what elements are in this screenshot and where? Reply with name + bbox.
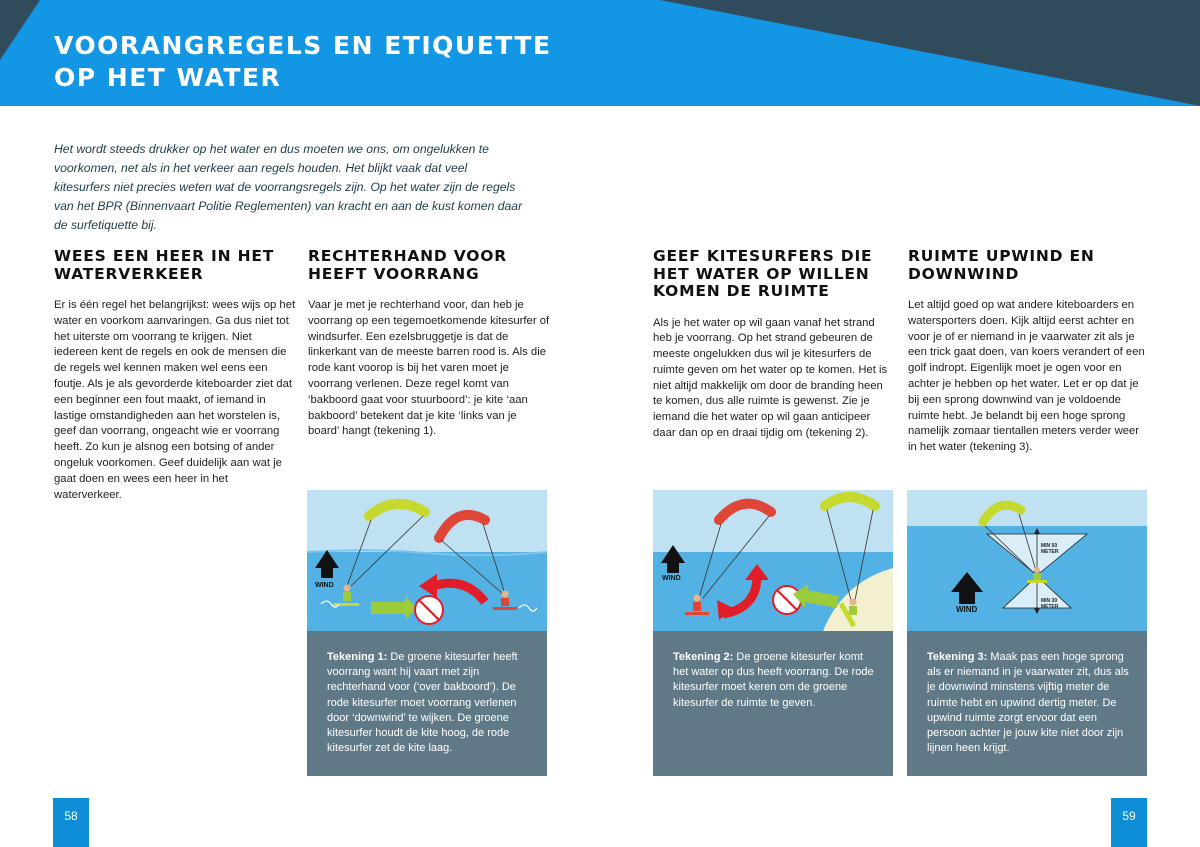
section-body: Vaar je met je rechterhand voor, dan heb je voorrang op een tegemoetkomende kitesurfer of windsurfer. Een ezelsbruggetje is dat de linkerkant van de meeste barren rood is. Als die rode kant voorop is bij het varen moet je voorrang verlenen. Deze regel komt van ‘bakboord gaat voor stuurboord’: je kite ‘aan bakboord’ betekent dat je kite ‘links van je board’ hangt (tekening 1). — [308, 299, 550, 438]
figure-label: Tekening 1: — [327, 651, 388, 663]
wind-label: WIND — [956, 605, 978, 614]
section-body: Er is één regel het belangrijkst: wees wijs op het water en voorkom aanvaringen. Ga dus niet tot het uiterste om voorrang te krijgen. Niet iedereen kent de regels en ook de mensen die de regels wel kennen maken wel eens een foutje. Als je als gevorderde kiteboarder ziet dat een beginner een fout maakt, of iemand in lastige omstandigheden aan het worstelen is, geef dan voorrang, ongeacht wie er voorrang heeft. Zo kun je alsnog een botsing of ander ongeluk voorkomen. Geef duidelijk aan wat je gaat doen en wees een heer in het waterverkeer. — [54, 299, 296, 501]
wind-label: WIND — [662, 575, 681, 582]
no-entry-sign-icon — [415, 596, 443, 624]
illustration-beach-launch — [653, 490, 893, 631]
heading-line: RUIMTE UPWIND EN — [908, 247, 1095, 265]
section-heading — [54, 248, 296, 283]
section-heer-in-waterverkeer — [54, 248, 296, 503]
caption-text: De groene kitesurfer heeft voorrang want hij vaart met zijn rechterhand voor (‘over bakboord’). De rode kitesurfer moet voorrang verlenen door ‘downwind’ te wijken. De groene kitesurfer houdt de kite hoog, de rode kitesurfer zet de kite laag. — [327, 651, 518, 755]
illustration-right-of-way — [307, 490, 547, 631]
downwind-label-2: METER — [1041, 604, 1059, 610]
figure-caption — [673, 650, 879, 711]
section-heading — [653, 248, 895, 301]
heading-line: RECHTERHAND VOOR — [308, 247, 507, 265]
heading-line: WEES EEN HEER IN HET — [54, 247, 275, 265]
section-body: Let altijd goed op wat andere kiteboarders en watersporters doen. Kijk altijd eerst achter en voor je of er niemand in je vaarwater zit als je een trick gaat doen, van koers verandert of een golf indropt. Eigenlijk moet je ogen voor en achter je hebben op het water. Let er op dat je bij een sprong downwind van je voldoende ruimte hebt. Je belandt bij een hoge sprong namelijk zomaar tientallen meters verder weer in het water (tekening 3). — [908, 299, 1145, 454]
heading-line: HET WATER OP WILLEN — [653, 264, 870, 283]
figure-label: Tekening 3: — [927, 651, 988, 663]
section-heading — [308, 248, 550, 283]
heading-line: HEEFT VOORRANG — [308, 264, 480, 283]
downwind-label-1: MIN 30 — [1041, 598, 1058, 604]
upwind-label-1: MIN 50 — [1041, 543, 1058, 549]
section-body: Als je het water op wil gaan vanaf het strand heb je voorrang. Op het strand gebeuren de meeste ongelukken dus wil je kitesurfers de ruimte geven om het water op te komen. Het is niet altijd makkelijk om door de branding heen te komen, dus alle ruimte is gewenst. Zie je iemand die het water op wil gaan anticipeer daar dan op en draai tijdig om (tekening 2). — [653, 316, 888, 440]
figure-tekening-3 — [907, 490, 1147, 776]
section-rechterhand-voor — [308, 248, 550, 440]
page-number-right: 59 — [1111, 798, 1147, 847]
illustration-jump-space — [907, 490, 1147, 631]
section-heading — [908, 248, 1150, 283]
figure-label: Tekening 2: — [673, 651, 734, 663]
figure-tekening-1 — [307, 490, 547, 776]
intro-paragraph: Het wordt steeds drukker op het water en dus moeten we ons, om ongelukken te voorkomen, net als in het verkeer aan regels houden. Het blijkt vaak dat veel kitesurfers niet precies weten wat de voorrangsregels zijn. Op het water zijn de regels van het BPR (Binnenvaart Politie Reglementen) van kracht en aan de kust komen daar de surfetiquette bij. — [54, 142, 523, 232]
heading-line: WATERVERKEER — [54, 264, 204, 283]
page-title — [54, 30, 552, 94]
upwind-label-2: METER — [1041, 549, 1059, 555]
heading-line: DOWNWIND — [908, 264, 1020, 283]
wind-label: WIND — [315, 582, 334, 589]
figure-tekening-2 — [653, 490, 893, 776]
caption-text: Maak pas een hoge sprong als er niemand in je vaarwater zit, dus als je downwind minstens vijftig meter de ruimte hebt en upwind dertig meter. De upwind ruimte zorgt ervoor dat een persoon achter je jouw kite niet door zijn lijnen heen krijgt. — [927, 651, 1129, 755]
section-geef-kitesurfers-ruimte — [653, 248, 895, 442]
heading-line: KOMEN DE RUIMTE — [653, 282, 830, 300]
page-number-left: 58 — [53, 798, 89, 847]
figure-caption — [327, 650, 533, 756]
heading-line: GEEF KITESURFERS DIE — [653, 247, 873, 265]
section-ruimte-upwind-downwind — [908, 248, 1150, 456]
page-header — [0, 0, 1200, 106]
title-line-1: VOORANGREGELS EN ETIQUETTE — [54, 31, 552, 60]
title-line-2: OP HET WATER — [54, 63, 282, 92]
figure-caption — [927, 650, 1133, 756]
caption-text: De groene kitesurfer komt het water op dus heeft voorrang. De rode kitesurfer moet keren om de groene kitesurfer de ruimte te geven. — [673, 651, 874, 709]
no-entry-sign-icon — [773, 586, 801, 614]
